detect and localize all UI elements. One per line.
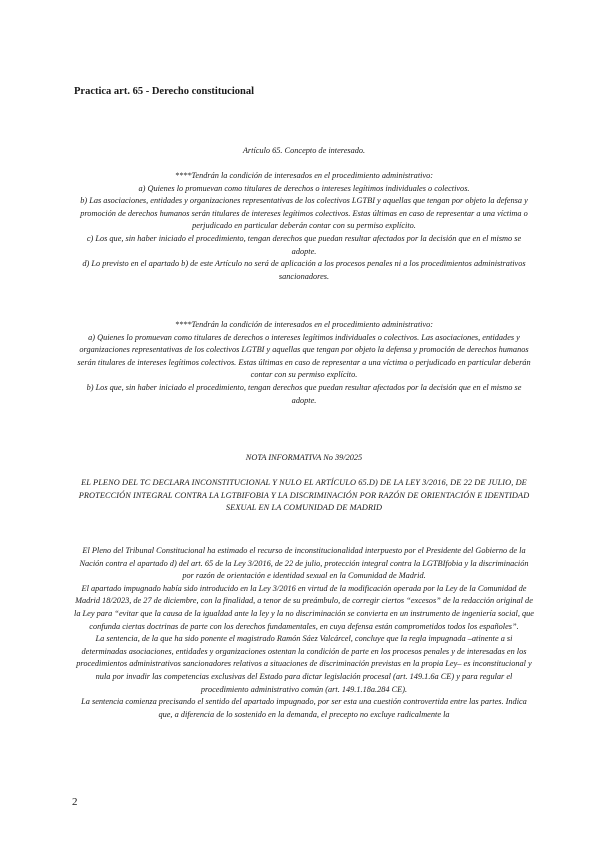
nota-heading-block [74, 477, 534, 515]
article-title: Artículo 65. Concepto de interesado. [242, 146, 366, 155]
nota-title-block [74, 452, 534, 465]
version1-item-c: c) Los que, sin haber iniciado el procedimiento, tengan derechos que puedan resultar afectados por la decisión que en el mismo se adopte. [86, 233, 522, 256]
nota-paragraph: El Pleno del Tribunal Constitucional ha estimado el recurso de inconstitucionalidad interpuesto por el Presidente del Gobierno de la Nación contra el apartado d) del art. 65 de la Ley 3/2016, de 22 de julio, protección integral contra la LGTBIfobia y la discriminación por razón de orientación e identidad sexual en la Comunidad de Madrid. [79, 546, 529, 581]
page-number: 2 [72, 796, 78, 808]
article-version-1 [74, 170, 534, 283]
nota-paragraph: El apartado impugnado había sido introducido en la Ley 3/2016 en virtud de la modificación operada por la Ley de la Comunidad de Madrid 18/2023, de 27 de diciembre, con la finalidad, a tenor de su preámbulo, de corregir ciertos “excesos” de la redacción original de la Ley para “evitar que la causa de la igualdad ante la ley y la no discriminación se convierta en un instrumento de ingeniería social, que confunda ciertas doctrinas de parte con los derechos fundamentales, en cuya defensa están comprometidos todos los españoles”. [74, 583, 534, 631]
version1-item-b: b) Las asociaciones, entidades y organizaciones representativas de los colectivos LGTBI y aquellas que tengan por objeto la defensa y promoción de derechos humanos serán titulares de intereses legítimos colectivos. Estas últimas en caso de representar a una víctima o perjudicado en particular deberán contar con su permiso explícito. [80, 196, 528, 231]
article-title-block [74, 145, 534, 158]
document-title: Practica art. 65 - Derecho constitucional [74, 86, 255, 97]
version2-item-a: a) Quienes lo promuevan como titulares de derechos o intereses legítimos individuales o colectivos. Las asociaciones, entidades y organizaciones representativas de los colectivos LGTBI y aquellas que tengan por objeto la defensa y promoción de derechos humanos serán titulares de intereses legítimos colectivos. Estas últimas en caso de representar a una víctima o perjudicado en particular deberán contar con su permiso explícito. [77, 332, 531, 380]
nota-heading: EL PLENO DEL TC DECLARA INCONSTITUCIONAL Y NULO EL ARTÍCULO 65.D) DE LA LEY 3/2016, DE 22 DE JULIO, DE PROTECCIÓN INTEGRAL CONTRA LA LGTBIFOBIA Y LA DISCRIMINACIÓN POR RAZÓN DE ORIENTACIÓN E IDENTIDAD SEXUAL EN LA COMUNIDAD DE MADRID [78, 478, 530, 513]
article-version-2 [74, 319, 534, 407]
version1-item-a: a) Quienes lo promuevan como titulares de derechos o intereses legítimos individuales o colectivos. [138, 183, 470, 193]
nota-paragraph: La sentencia, de la que ha sido ponente el magistrado Ramón Sáez Valcárcel, concluye que la regla impugnada –atinente a si determinadas asociaciones, entidades y organizaciones ostentan la condición de parte en los procesos penales y de interesadas en los procedimientos administrativos sancionadores relativos a situaciones de discriminación previstas en la propia Ley– es inconstitucional y nula por invadir las competencias exclusivas del Estado para dictar legislación procesal (art. 149.1.6a CE) y para regular el procedimiento administrativo común (art. 149.1.18a.284 CE). [76, 634, 532, 694]
version1-intro: ****Tendrán la condición de interesados en el procedimiento administrativo: [174, 171, 434, 180]
nota-title: NOTA INFORMATIVA No 39/2025 [245, 453, 363, 462]
version1-item-d: d) Lo previsto en el apartado b) de este Artículo no será de aplicación a los procesos penales ni a los procedimientos administrativos sancionadores. [82, 259, 526, 281]
nota-paragraph: La sentencia comienza precisando el sentido del apartado impugnado, por ser esta una cuestión controvertida entre las partes. Indica que, a diferencia de lo sostenido en la demanda, el precepto no excluye radicalmente la [81, 697, 527, 719]
version2-item-b: b) Los que, sin haber iniciado el procedimiento, tengan derechos que puedan resultar afectados por la decisión que en el mismo se adopte. [86, 382, 522, 405]
version2-intro: ****Tendrán la condición de interesados en el procedimiento administrativo: [174, 320, 434, 329]
nota-body [74, 545, 534, 721]
